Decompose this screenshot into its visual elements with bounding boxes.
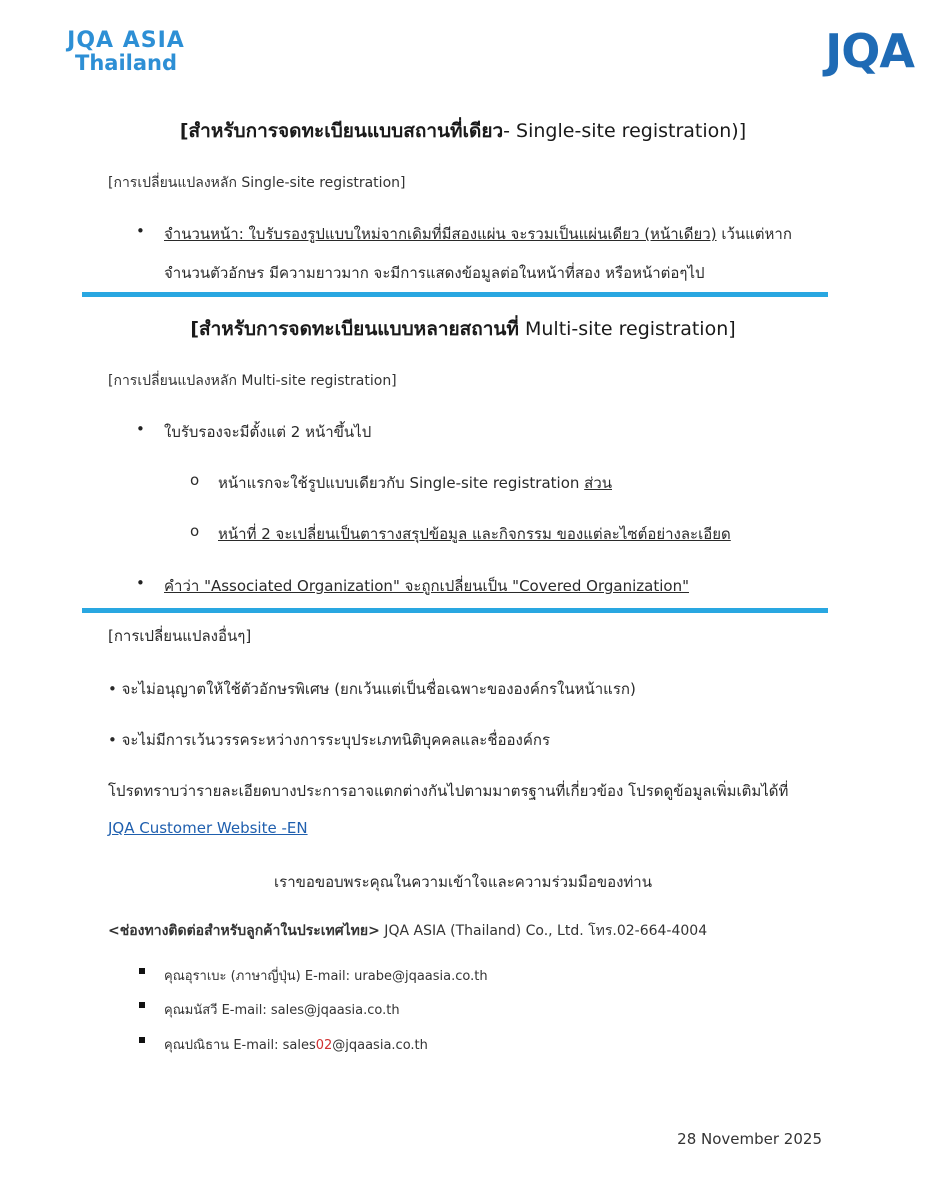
square-bullet <box>139 1037 145 1043</box>
contact-label: <ช่องทางติดต่อสำหรับลูกค้าในประเทศไทย> <box>108 923 380 939</box>
jqa-asia-thailand-logo <box>36 30 216 74</box>
contact-phone: โทร.02-664-4004 <box>588 923 708 939</box>
sub-bullet-circle: o <box>190 522 200 540</box>
customer-website-link[interactable]: JQA Customer Website -EN <box>108 819 308 837</box>
single-site-heading <box>0 116 926 146</box>
single-heading-english: - Single-site registration)] <box>503 120 747 142</box>
section-divider <box>82 608 828 613</box>
bullet-dot: • <box>136 574 145 592</box>
document-date: 28 November 2025 <box>677 1130 822 1148</box>
contact-line <box>108 920 707 942</box>
other-subheading: [การเปลี่ยนแปลงอื่นๆ] <box>108 627 252 645</box>
person-3-pre: คุณปณิธาน E-mail: sales <box>164 1038 316 1053</box>
multi-site-heading <box>0 314 926 344</box>
contact-person-1: คุณอุราเบะ (ภาษาญี่ปุ่น) E-mail: urabe@jqaasia.co.th <box>164 969 488 984</box>
multi-sub-1-plain: หน้าแรกจะใช้รูปแบบเดียวกับ Single-site registration <box>218 474 585 492</box>
person-3-red: 02 <box>315 1038 333 1053</box>
square-bullet <box>139 1002 145 1008</box>
sub-bullet-circle: o <box>190 471 200 489</box>
logo-line-1: JQA ASIA <box>67 28 185 53</box>
single-bullet-line1 <box>164 222 792 246</box>
multi-sub-1 <box>218 471 612 495</box>
contact-company: JQA ASIA (Thailand) Co., Ltd. <box>379 923 589 939</box>
logo-line-2: Thailand <box>75 51 177 75</box>
single-subheading: [การเปลี่ยนแปลงหลัก Single-site registration] <box>108 175 406 191</box>
bullet-dot: • <box>136 420 145 438</box>
single-bullet-rest: เว้นแต่หาก <box>716 225 792 243</box>
bullet-dot: • <box>136 222 145 240</box>
multi-heading-thai: [สำหรับการจดทะเบียนแบบหลายสถานที่ <box>190 318 519 340</box>
other-item-1: • จะไม่อนุญาตให้ใช้ตัวอักษรพิเศษ (ยกเว้นแต่เป็นชื่อเฉพาะขององค์กรในหน้าแรก) <box>108 680 636 698</box>
multi-bullet-2: คำว่า "Associated Organization" จะถูกเปลี่ยนเป็น "Covered Organization" <box>164 577 689 595</box>
thanks-text: เราขอขอบพระคุณในความเข้าใจและความร่วมมือของท่าน <box>274 873 652 891</box>
section-divider <box>82 292 828 297</box>
square-bullet <box>139 968 145 974</box>
multi-sub-2: หน้าที่ 2 จะเปลี่ยนเป็นตารางสรุปข้อมูล และกิจกรรม ของแต่ละไซต์อย่างละเอียด <box>218 525 731 543</box>
notice-text: โปรดทราบว่ารายละเอียดบางประการอาจแตกต่างกันไปตามมาตรฐานที่เกี่ยวข้อง โปรดดูข้อมูลเพิ่มเติมได้ที่ <box>108 782 789 800</box>
multi-bullet-1: ใบรับรองจะมีตั้งแต่ 2 หน้าขึ้นไป <box>164 423 372 441</box>
contact-person-3 <box>164 1034 428 1055</box>
jqa-logo: JQA <box>825 24 914 78</box>
single-heading-thai: [สำหรับการจดทะเบียนแบบสถานที่เดียว <box>179 120 504 142</box>
other-item-2: • จะไม่มีการเว้นวรรคระหว่างการระบุประเภทนิติบุคคลและชื่อองค์กร <box>108 731 551 749</box>
person-3-post: @jqaasia.co.th <box>332 1038 428 1053</box>
multi-sub-1-underlined: ส่วน <box>584 474 613 492</box>
multi-subheading: [การเปลี่ยนแปลงหลัก Multi-site registration] <box>108 373 397 389</box>
multi-heading-english: Multi-site registration] <box>518 318 736 340</box>
contact-person-2: คุณมนัสวี E-mail: sales@jqaasia.co.th <box>164 1003 400 1018</box>
single-bullet-line2: จำนวนตัวอักษร มีความยาวมาก จะมีการแสดงข้อมูลต่อในหน้าที่สอง หรือหน้าต่อๆไป <box>164 264 705 282</box>
single-bullet-underlined: จำนวนหน้า: ใบรับรองรูปแบบใหม่จากเดิมที่มีสองแผ่น จะรวมเป็นแผ่นเดียว (หน้าเดียว) <box>164 225 717 243</box>
